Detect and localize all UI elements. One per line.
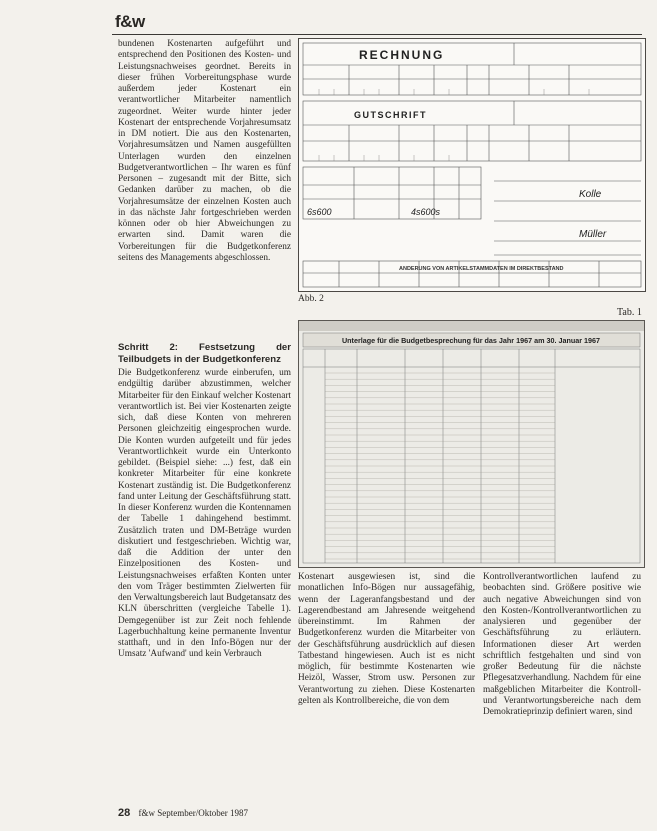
invoice-title: RECHNUNG: [359, 48, 445, 62]
issue-line: f&w September/Oktober 1987: [138, 808, 248, 818]
figure-label: Abb. 2: [298, 294, 324, 304]
page-footer: [118, 807, 248, 819]
handwriting-entry: 4s600s: [411, 207, 441, 217]
article-column-1: [118, 39, 291, 264]
article-column-3: [483, 572, 641, 718]
budget-table: [298, 320, 645, 568]
handwritten-signature: Kolle: [579, 189, 602, 200]
table-label: Tab. 1: [617, 307, 642, 318]
credit-title: GUTSCHRIFT: [354, 110, 427, 120]
handwriting-entry: 6s600: [307, 207, 332, 217]
article-column-2: [298, 572, 475, 707]
paragraph: bundenen Kostenarten aufgeführt und entsprechend den Positionen des Kosten- und Leistungsnachweises geordnet. Bereits in dieser frühen Vorbereitungsphase wurde außerdem jeder Kostenart ein verantwortlicher Mitarbeiter namentlich zugeordnet. Weiter wurde hinter jeder Kostenart der entsprechende Vorjahresumsatz in DM notiert. Die aus den Kostenarten, Vorjahresumsätzen und Namen ausgefüllten Unterlagen wurden den einzelnen Budgetverantwortlichen – Ihr waren es fünf Personen – zugesandt mit der Bitte, sich Gedanken darüber zu machen, ob die Vorjahresumsätze der einzelnen Kosten auch in das nächste Jahr fortgeschrieben werden können oder ob hier Abweichungen zu erwarten sind. Damit waren die Vorbereitungen für die Budgetkonferenz seitens des Managements abgeschlossen.: [118, 39, 291, 263]
form-bottom-heading: ANDERUNG VON ARTIKELSTAMMDATEN IM DIREKTBESTAND: [399, 266, 564, 272]
section-heading: Schritt 2: Festsetzung der Teilbudgets in der Budgetkonferenz: [118, 342, 291, 365]
paragraph: Kostenart ausgewiesen ist, sind die monatlichen Info-Bögen nur aussagefähig, wenn der Lageranfangsbestand und der Lagerendbestand am Jahresende weitgehend übereinstimmt. Im Rahmen der Budgetkonferenz wurden die Mitarbeiter von der Geschäftsführung ausdrücklich auf diesen Tatbestand hingewiesen. Auch ist es nicht möglich, für bestimmte Kostenarten wie Heizöl, Wasser, Strom usw. Personen zur Verantwortung zu ziehen. Diese Kostenarten gelten als Kontrollbereiche, die von dem: [298, 572, 475, 706]
magazine-logo: f&w: [115, 12, 145, 31]
paragraph: Die Budgetkonferenz wurde einberufen, um endgültig darüber abzustimmen, welcher Mitarbeiter für den Einkauf welcher Kostenart verantwortlich ist. Bei vier Kostenarten zeigte sich, daß diese Konten von mehreren Personen gleichzeitig eingesprochen wurde. Die Konten wurden aufgeteilt und für jedes Verantwortlichkeit wurde ein Unterkonto gebildet. (Beispiel siehe: ...) fest, daß ein konkreter Mitarbeiter für eine konkrete Kostenart zuständig ist. Die Budgetkonferenz fand unter Leitung der Geschäftsführung statt. In dieser Konferenz wurden die Kontennamen der Tabelle 1 dahingehend bestimmt. Zusätzlich traten und DM-Beträge wurden diskutiert und festgeschrieben. Wichtig war, daß die Addition der unter den Einzelpositionen des Kosten- und Leistungsnachweises erfaßten Konten unter den vom Träger bestimmten Zielwerten für den Verwaltungsbereich laut Budgetansatz des KLN überschritten (vergleiche Tabelle 1). Demgegenüber ist zur Zeit noch fehlende Lagerbuchhaltung keine permanente Inventur statthaft, und in den Info-Bögen nur der Umsatz 'Aufwand' und kein Verbrauch: [118, 368, 291, 660]
handwritten-signature: Müller: [579, 229, 607, 240]
paragraph: Kontrollverantwortlichen laufend zu beobachten sind. Größere positive wie auch negative Abweichungen sind von den Kosten-/Kontrollverantwortlichen zu analysieren und gegenüber der Geschäftsführung zu erläutern. Informationen dieser Art werden schriftlich festgehalten und sind von großer Bedeutung für die nächste Pflegesatzverhandlung. Nachdem für eine maßgeblichen Mitarbeiter die Kontroll- und Verantwortungsbereiche nach dem Demokratieprinzip definiert waren, sind: [483, 572, 641, 717]
table-caption: Unterlage für die Budgetbesprechung für das Jahr 1967 am 30. Januar 1967: [341, 336, 601, 345]
page-number: 28: [118, 807, 131, 819]
article-column-1-lower: [118, 336, 291, 661]
header-rule: [112, 34, 642, 35]
figure-invoice-form: [298, 38, 646, 292]
